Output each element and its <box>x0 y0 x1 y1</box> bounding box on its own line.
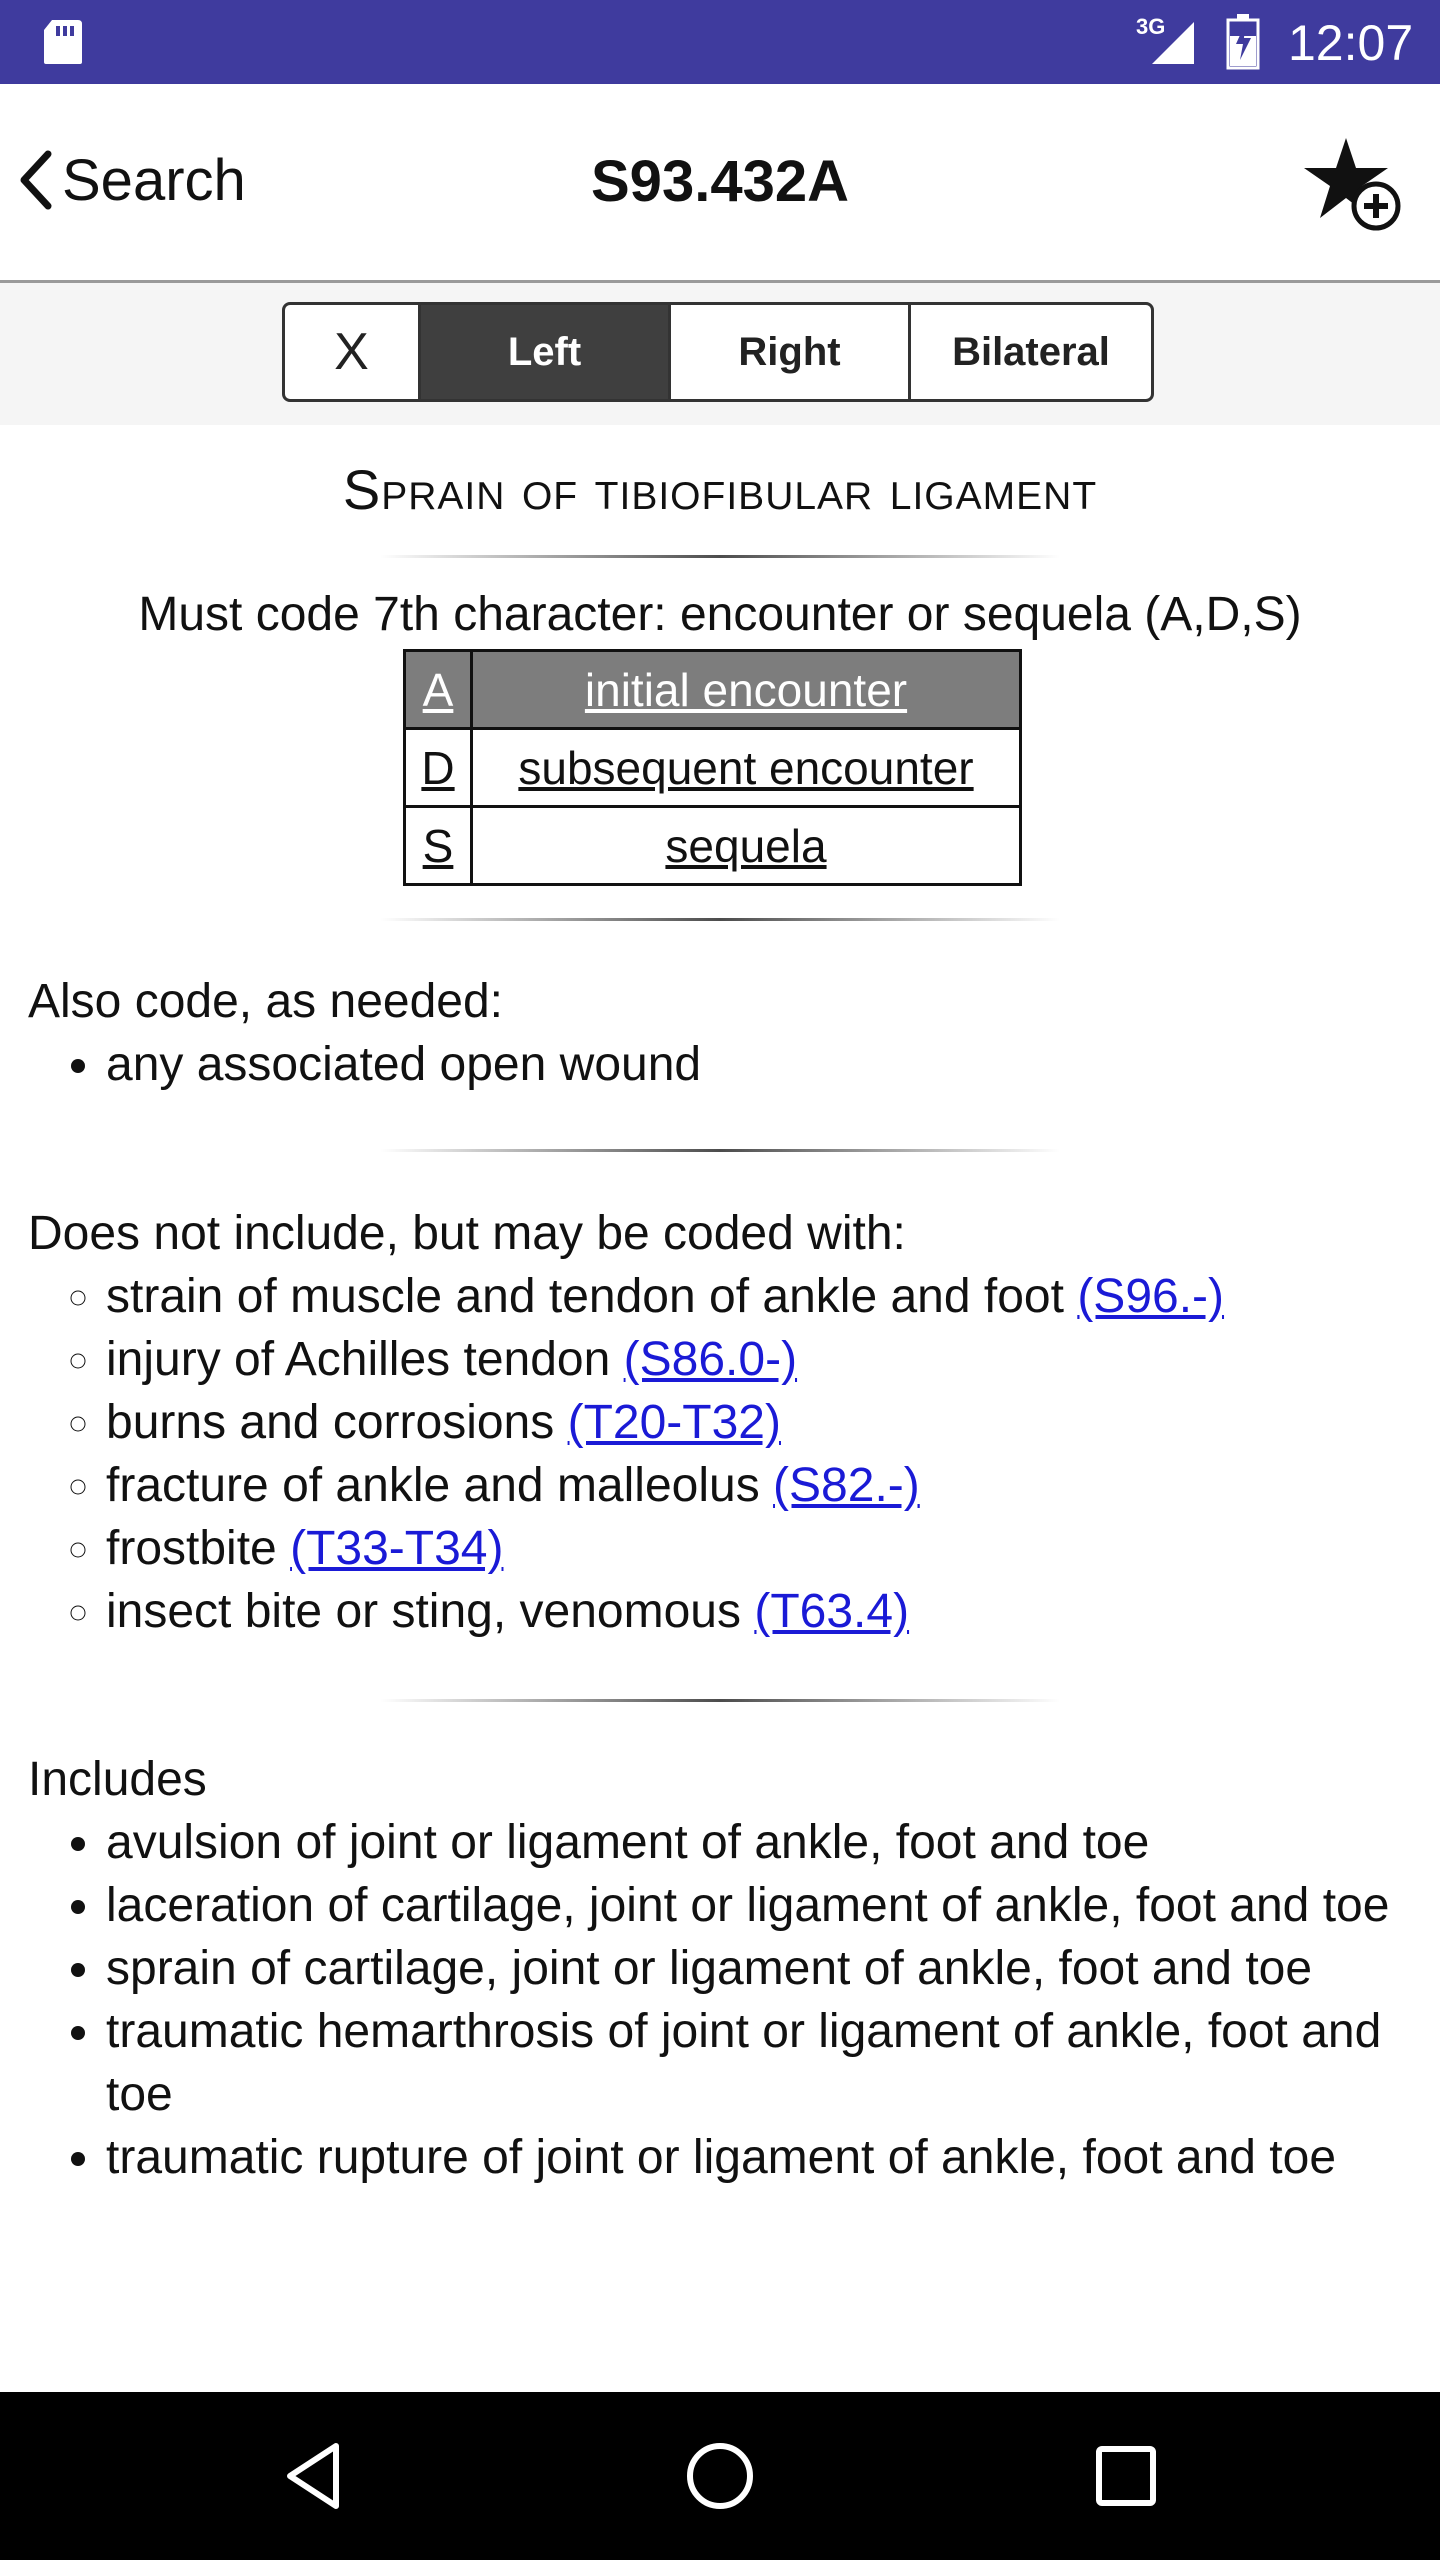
list-item <box>106 1454 1418 1517</box>
list-item: • sprain of cartilage, joint or ligament of ankle, foot and toe <box>106 1937 1418 2000</box>
code-link[interactable]: (S96.-) <box>1077 1270 1225 1323</box>
code-link[interactable]: (T63.4) <box>754 1585 910 1638</box>
character-code[interactable]: D <box>405 729 472 807</box>
also-code-section <box>28 971 1418 1096</box>
table-row[interactable] <box>405 807 1021 885</box>
includes-heading: Includes <box>28 1753 207 1806</box>
divider <box>380 1149 1060 1152</box>
exclude-text: frostbite <box>106 1522 277 1575</box>
laterality-selector <box>282 302 1154 402</box>
table-row[interactable] <box>405 729 1021 807</box>
list-item: • traumatic rupture of joint or ligament of ankle, foot and toe <box>106 2126 1418 2189</box>
navigation-bar <box>0 2392 1440 2560</box>
status-bar <box>0 0 1440 84</box>
back-label: Search <box>62 147 246 213</box>
laterality-option-bilateral[interactable]: Bilateral <box>952 329 1110 374</box>
laterality-bar <box>0 283 1440 425</box>
recents-square-icon[interactable] <box>1084 2434 1168 2518</box>
table-row[interactable] <box>405 651 1021 729</box>
list-item: • avulsion of joint or ligament of ankle, foot and toe <box>106 1811 1418 1874</box>
code-description: Sprain of tibiofibular ligament <box>342 458 1098 521</box>
list-item: • laceration of cartilage, joint or ligament of ankle, foot and toe <box>106 1874 1418 1937</box>
exclude-text: burns and corrosions <box>106 1396 555 1449</box>
list-item <box>106 1580 1418 1643</box>
code-link[interactable]: (T33-T34) <box>290 1522 504 1575</box>
code-link[interactable]: (T20-T32) <box>567 1396 781 1449</box>
clock: 12:07 <box>1288 15 1414 71</box>
toolbar <box>0 84 1440 283</box>
battery-icon <box>1226 14 1260 70</box>
exclude-text: insect bite or sting, venomous <box>106 1585 741 1638</box>
divider <box>380 918 1060 921</box>
list-item: • traumatic hemarthrosis of joint or ligament of ankle, foot and toe <box>106 2000 1418 2126</box>
list-item <box>106 1517 1418 1580</box>
character-label[interactable]: subsequent encounter <box>472 729 1021 807</box>
sd-card-icon <box>42 18 84 66</box>
list-item: • any associated open wound <box>106 1033 1418 1096</box>
home-circle-icon[interactable] <box>678 2434 762 2518</box>
list-item <box>106 1391 1418 1454</box>
chevron-left-icon <box>14 148 58 212</box>
character-label[interactable]: sequela <box>472 807 1021 885</box>
seventh-character-table <box>403 649 1022 886</box>
excludes-heading: Does not include, but may be coded with: <box>28 1207 906 1260</box>
list-item <box>106 1265 1418 1328</box>
exclude-text: injury of Achilles tendon <box>106 1333 611 1386</box>
character-code[interactable]: S <box>405 807 472 885</box>
character-code[interactable]: A <box>405 651 472 729</box>
exclude-text: strain of muscle and tendon of ankle and foot <box>106 1270 1064 1323</box>
character-label[interactable]: initial encounter <box>472 651 1021 729</box>
star-plus-icon[interactable] <box>1304 134 1404 234</box>
page-title: S93.432A <box>591 149 849 214</box>
excludes-section <box>28 1203 1418 1643</box>
network-type: 3G <box>1136 14 1166 39</box>
exclude-text: fracture of ankle and malleolus <box>106 1459 760 1512</box>
signal-icon <box>1148 18 1196 66</box>
divider <box>380 1699 1060 1702</box>
also-code-heading: Also code, as needed: <box>28 975 504 1028</box>
includes-section <box>28 1749 1418 2189</box>
code-link[interactable]: (S82.-) <box>773 1459 920 1512</box>
list-item <box>106 1328 1418 1391</box>
divider <box>380 555 1060 558</box>
back-button[interactable] <box>14 140 246 220</box>
laterality-option-right[interactable]: Right <box>671 305 911 399</box>
laterality-option-left[interactable]: Left <box>421 305 671 399</box>
seventh-character-note: Must code 7th character: encounter or sequela (A,D,S) <box>138 588 1302 641</box>
code-link[interactable]: (S86.0-) <box>623 1333 798 1386</box>
back-triangle-icon[interactable] <box>276 2434 360 2518</box>
laterality-option-x[interactable]: X <box>285 305 421 399</box>
